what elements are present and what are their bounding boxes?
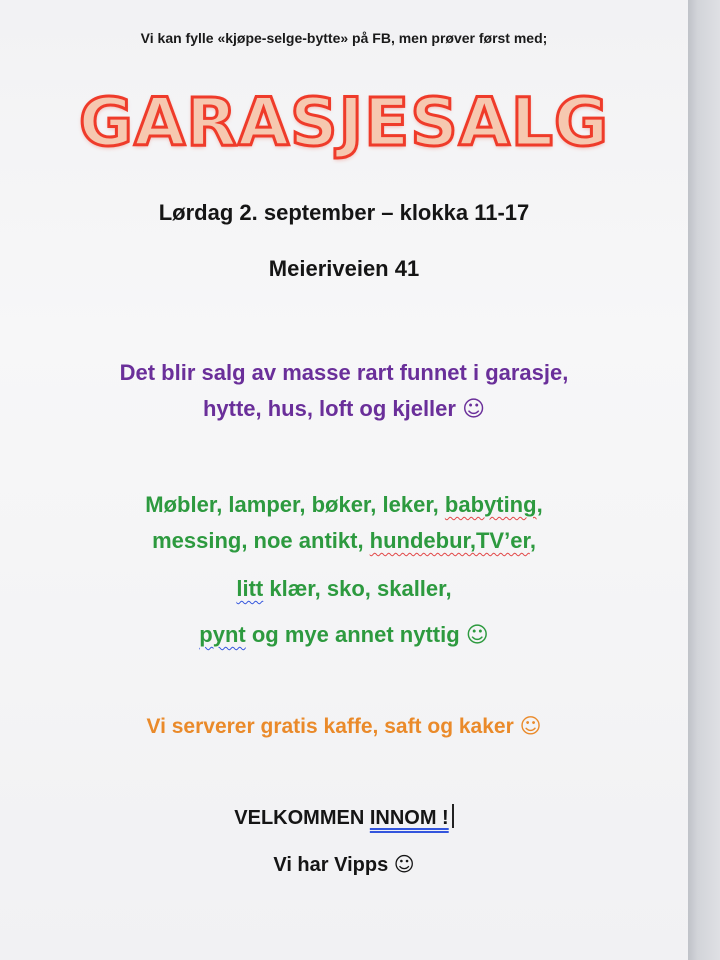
grammar-word-pynt[interactable]: pynt	[199, 622, 246, 647]
grammar-word-litt[interactable]: litt	[236, 576, 264, 601]
page-margin-edge	[688, 0, 720, 960]
items-line-2	[0, 528, 688, 554]
items-line-3-text: klær, sko, skaller,	[263, 576, 452, 601]
description-line-2-text: hytte, hus, loft og kjeller	[202, 396, 456, 421]
items-line-1-text: Møbler, lamper, bøker, leker,	[145, 492, 445, 517]
refreshments-label: Vi serverer gratis kaffe, saft og kaker	[146, 715, 514, 738]
description-line-2	[0, 396, 688, 422]
smiley-icon: ☺	[393, 852, 415, 876]
items-line-4-text: og mye annet nyttig	[245, 622, 460, 647]
description-line-1: Det blir salg av masse rart funnet i garasje,	[119, 360, 569, 385]
items-line-2-comma: ,	[529, 528, 536, 553]
items-line-1	[0, 492, 688, 518]
welcome-label: VELKOMMEN	[234, 807, 370, 829]
payment-label: Vi har Vipps	[273, 854, 389, 876]
smiley-icon: ☺	[462, 397, 486, 422]
text-cursor	[452, 804, 454, 828]
refreshments-text	[0, 714, 688, 739]
headline: GARASJESALG	[78, 84, 610, 161]
smiley-icon: ☺	[465, 623, 489, 648]
intro-text: Vi kan fylle «kjøpe-selge-bytte» på FB, men prøver først med;	[140, 30, 548, 46]
welcome-text	[0, 804, 688, 830]
smiley-icon: ☺	[519, 714, 542, 738]
items-line-2-text: messing, noe antikt,	[152, 528, 370, 553]
payment-text	[0, 852, 688, 877]
spellcheck-word-babyting[interactable]: babyting	[444, 492, 537, 517]
date-time-text: Lørdag 2. september – klokka 11-17	[158, 200, 530, 225]
grammar-word-innom[interactable]: INNOM !	[369, 807, 449, 829]
spellcheck-word-hundebur[interactable]: hundebur,TV’er	[369, 528, 530, 553]
items-line-3	[0, 576, 688, 602]
items-line-1-comma: ,	[536, 492, 543, 517]
items-line-4	[0, 622, 688, 648]
address-text: Meieriveien 41	[268, 256, 420, 281]
